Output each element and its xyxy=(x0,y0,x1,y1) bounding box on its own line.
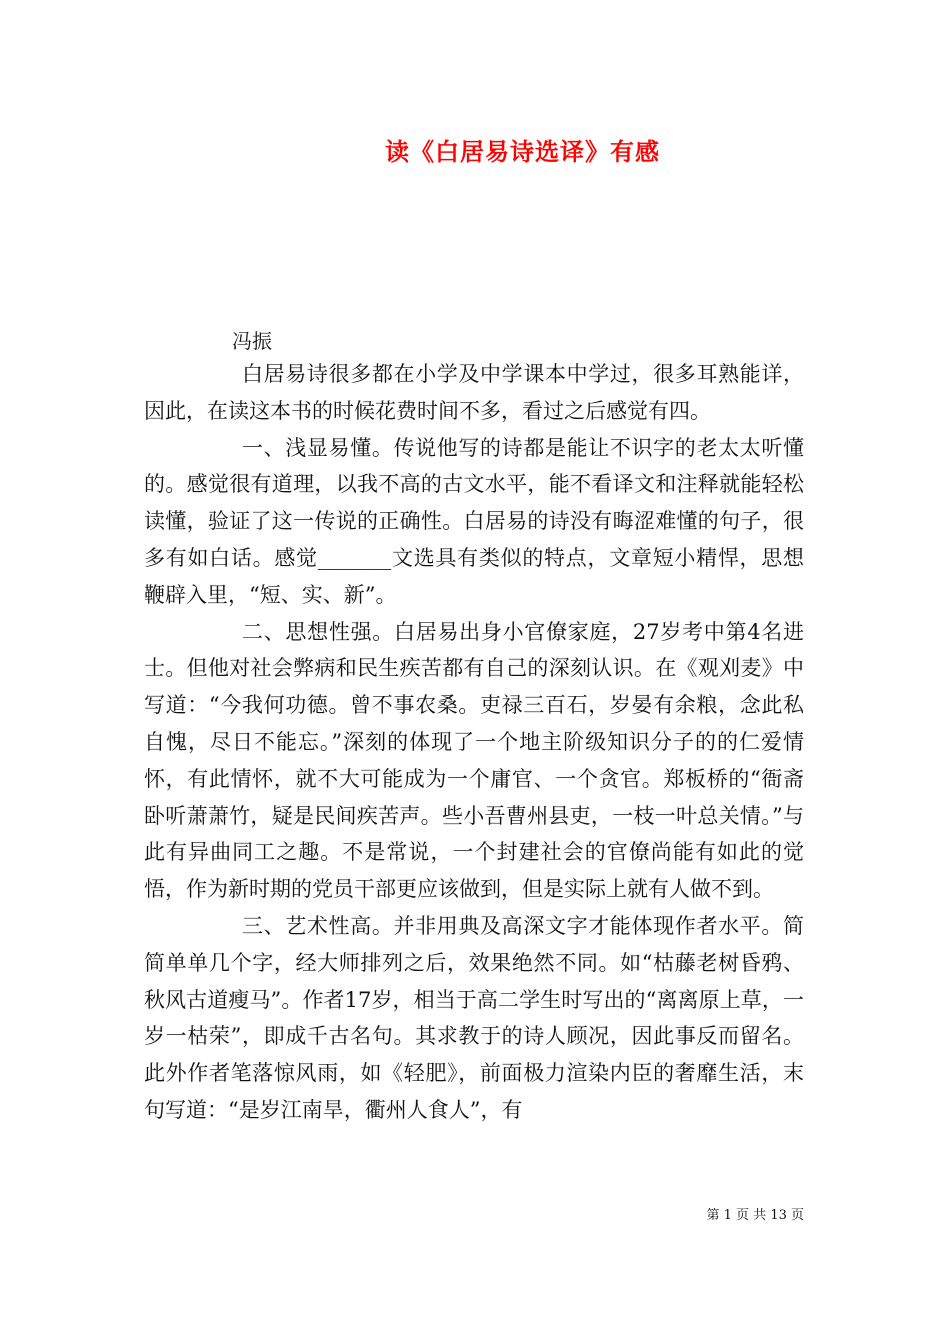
paragraph-intro: 白居易诗很多都在小学及中学课本中学过，很多耳熟能详，因此，在读这本书的时候花费时间不多，看过之后感觉有四。 xyxy=(144,362,804,423)
page-footer: 第 1 页 共 13 页 xyxy=(706,1208,804,1223)
paragraph-point-1: 一、浅显易懂。传说他写的诗都是能让不识字的老太太听懂的。感觉很有道理，以我不高的古文水平，能不看译文和注释就能轻松读懂，验证了这一传说的正确性。白居易的诗没有晦涩难懂的句子，很多有如白话。感觉_______文选具有类似的特点，文章短小精悍，思想鞭辟入里，“短、实、新”。 xyxy=(144,435,804,607)
paragraph-point-2: 二、思想性强。白居易出身小官僚家庭，27岁考中第4名进士。但他对社会弊病和民生疾苦都有自己的深刻认识。在《观刈麦》中写道：“今我何功德。曾不事农桑。吏禄三百石，岁晏有余粮，念此私自愧，尽日不能忘。”深刻的体现了一个地主阶级知识分子的的仁爱情怀，有此情怀，就不大可能成为一个庸官、一个贪官。郑板桥的“衙斋卧听萧萧竹，疑是民间疾苦声。些小吾曹州县吏，一枝一叶总关情。”与此有异曲同工之趣。不是常说，一个封建社会的官僚尚能有如此的觉悟，作为新时期的党员干部更应该做到，但是实际上就有人做不到。 xyxy=(144,619,804,902)
paragraph-point-3: 三、艺术性高。并非用典及高深文字才能体现作者水平。简简单单几个字，经大师排列之后，效果绝然不同。如“枯藤老树昏鸦、秋风古道瘦马”。作者17岁，相当于高二学生时写出的“离离原上草，一岁一枯荣”，即成千古名句。其求教于的诗人顾况，因此事反而留名。此外作者笔落惊风雨，如《轻肥》，前面极力渲染内臣的奢靡生活，末句写道：“是岁江南旱，衢州人食人”，有 xyxy=(144,913,804,1122)
document-title: 读《白居易诗选译》有感 xyxy=(385,137,660,166)
author-name: 冯振 xyxy=(232,329,272,353)
document-body xyxy=(144,356,804,1129)
